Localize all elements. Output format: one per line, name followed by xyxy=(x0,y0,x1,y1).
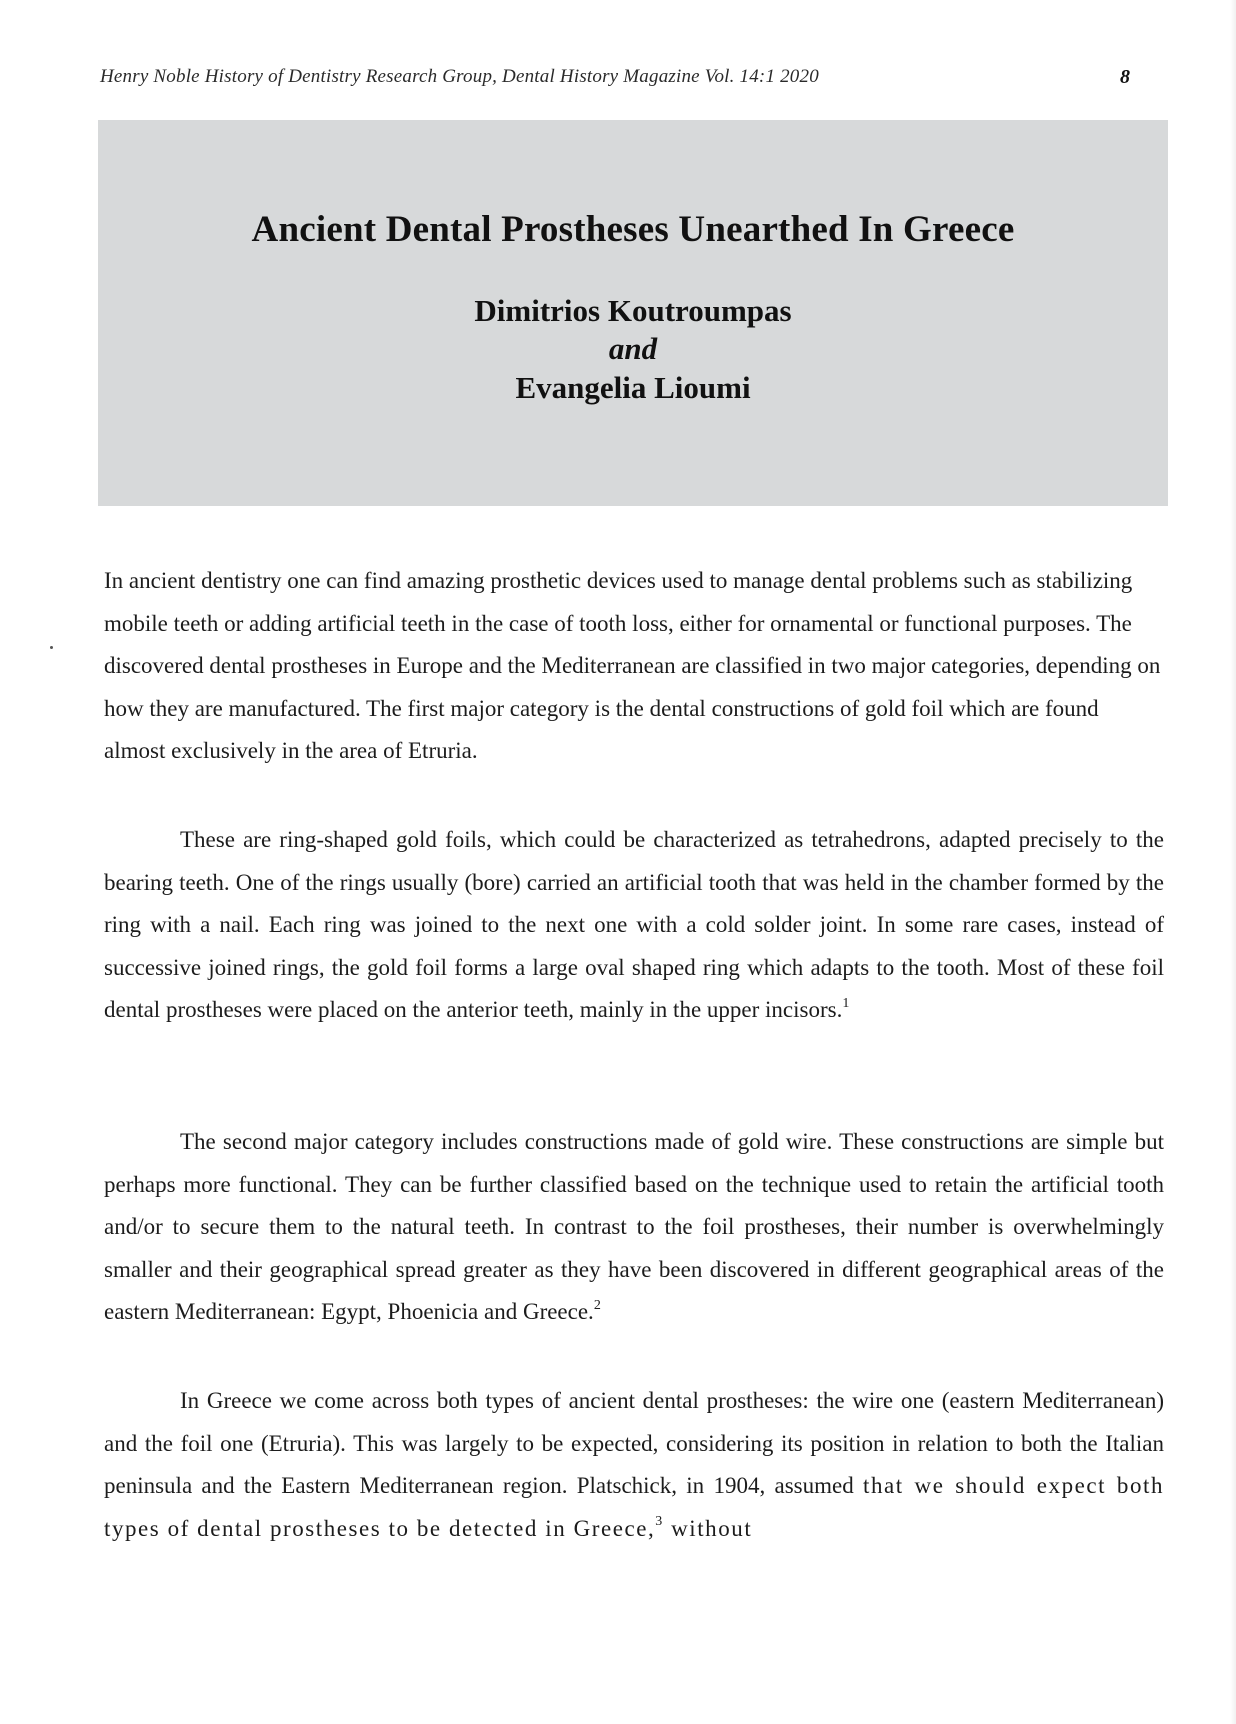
paragraph-4-text-last: that we should expect both types of dental prostheses to be detected in Greece, xyxy=(104,1473,1165,1541)
paragraph-3-text: The second major category includes constructions made of gold wire. These constructions are simple but perhaps more functional. They can be further classified based on the technique used to retain the artificial tooth and/or to secure them to the natural teeth. In contrast to the foil prostheses, their number is overwhelmingly smaller and their geographical spread greater as they have been discovered in different geographical areas of the eastern Mediterranean: Egypt, Phoenicia and Greece. xyxy=(104,1129,1164,1325)
paragraph-4-text-after: without xyxy=(663,1515,753,1541)
title-block xyxy=(98,120,1168,506)
page-number: 8 xyxy=(1120,66,1130,88)
body-paragraph-2 xyxy=(104,819,1164,1032)
scan-edge-shadow xyxy=(1230,0,1236,1724)
journal-citation: Henry Noble History of Dentistry Research Group, Dental History Magazine Vol. 14:1 2020 xyxy=(100,66,819,87)
paragraph-1-text: In ancient dentistry one can find amazing prosthetic devices used to manage dental problems such as stabilizing mobile teeth or adding artificial teeth in the case of tooth loss, either for ornamental or functional purposes. The discovered dental prostheses in Europe and the Mediterranean are classified in two major categories, depending on how they are manufactured. The first major category is the dental constructions of gold foil which are found almost exclusively in the area of Etruria. xyxy=(104,568,1161,764)
article-title: Ancient Dental Prostheses Unearthed In Greece xyxy=(251,209,1015,250)
body-paragraph-4 xyxy=(104,1380,1164,1550)
body-paragraph-1 xyxy=(104,560,1164,773)
author-name-2: Evangelia Lioumi xyxy=(515,370,751,405)
running-header xyxy=(100,66,1130,96)
scan-speck xyxy=(50,646,53,649)
footnote-ref-1: 1 xyxy=(842,995,850,1011)
author-name-1: Dimitrios Koutroumpas xyxy=(474,293,792,328)
body-paragraph-3 xyxy=(104,1121,1164,1334)
paragraph-2-text: These are ring-shaped gold foils, which could be characterized as tetrahedrons, adapted precisely to the bearing teeth. One of the rings usually (bore) carried an artificial tooth that was held in the chamber formed by the ring with a nail. Each ring was joined to the next one with a cold solder joint. In some rare cases, instead of successive joined rings, the gold foil forms a large oval shaped ring which adapts to the tooth. Most of these foil dental prostheses were placed on the anterior teeth, mainly in the upper incisors. xyxy=(104,827,1164,1023)
paragraph-4-text: In Greece we come across both types of ancient dental prostheses: the wire one (eastern Mediterranean) and the foil one (Etruria). This was largely to be expected, considering its position in relation to both the Italian peninsula and the Eastern Mediterranean region. Platschick, in 1904, assumed xyxy=(104,1388,1164,1499)
footnote-ref-2: 2 xyxy=(593,1297,601,1313)
footnote-ref-3: 3 xyxy=(655,1514,664,1530)
author-conjunction: and xyxy=(608,331,658,366)
